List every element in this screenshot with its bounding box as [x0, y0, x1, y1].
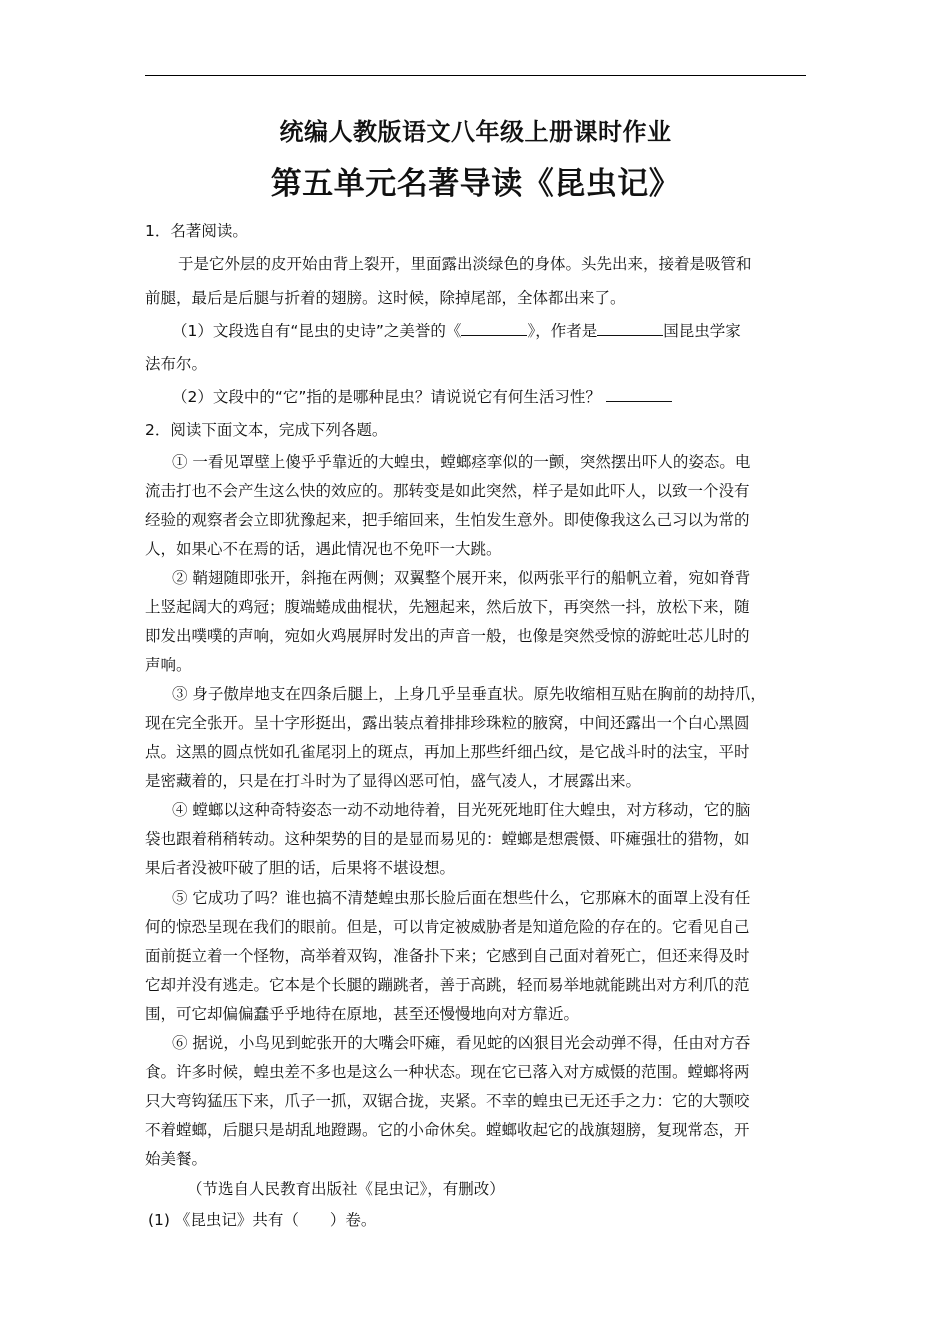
book-title-blank[interactable] — [461, 320, 527, 336]
paragraph-1-line: ① 一看见罩壁上傻乎乎靠近的大蝗虫，螳螂痉挛似的一颤，突然摆出吓人的姿态。电 — [172, 453, 751, 471]
paragraph-3-line: 点。这黑的圆点恍如孔雀尾羽上的斑点，再加上那些纤细凸纹，是它战斗时的法宝，平时 — [145, 743, 750, 761]
paragraph-1-line: 经验的观察者会立即犹豫起来，把手缩回来，生怕发生意外。即使像我这么己习以为常的 — [145, 511, 750, 529]
header-rule — [145, 75, 806, 76]
sub1-text-c: 国昆虫学家 — [663, 322, 741, 340]
document-subtitle: 统编人教版语文八年级上册课时作业 — [279, 118, 672, 146]
paragraph-5-line: 面前挺立着一个怪物，高举着双钩，准备扑下来；它感到自己面对着死亡，但还来得及时 — [145, 947, 750, 965]
paragraph-6-line: 食。许多时候，蝗虫差不多也是这么一种状态。现在它已落入对方威慑的范围。螳螂将两 — [145, 1063, 750, 1081]
question-2-heading: 2．阅读下面文本，完成下列各题。 — [145, 421, 388, 439]
question-1-sub1-cont: 法布尔。 — [145, 355, 208, 373]
paragraph-3-line: 现在完全张开。呈十字形挺出，露出装点着排排珍珠粒的腋窝，中间还露出一个白心黑圆 — [145, 714, 750, 732]
question-1-sub1 — [172, 319, 741, 341]
paragraph-4-line: ④ 螳螂以这种奇特姿态一动不动地待着，目光死死地盯住大蝗虫，对方移动，它的脑 — [172, 801, 751, 819]
question-2-sub1: (1) 《昆虫记》共有（ ）卷。 — [148, 1211, 377, 1229]
paragraph-2-line: 即发出噗噗的声响，宛如火鸡展屏时发出的声音一般，也像是突然受惊的游蛇吐芯儿时的 — [145, 627, 750, 645]
paragraph-1-line: 人，如果心不在焉的话，遇此情况也不免吓一大跳。 — [145, 540, 502, 558]
document-title: 第五单元名著导读《昆虫记》 — [270, 166, 681, 202]
paragraph-5-line: ⑤ 它成功了吗？谁也搞不清楚蝗虫那长脸后面在想些什么，它那麻木的面罩上没有任 — [172, 889, 751, 907]
paragraph-5-line: 它却并没有逃走。它本是个长腿的蹦跳者，善于高跳，轻而易举地就能跳出对方利爪的范 — [145, 976, 750, 994]
question-1-passage-line: 于是它外层的皮开始由背上裂开，里面露出淡绿色的身体。头先出来，接着是吸管和 — [178, 255, 752, 273]
paragraph-2-line: 声响。 — [145, 656, 192, 674]
paragraph-6-line: ⑥ 据说，小鸟见到蛇张开的大嘴会吓瘫，看见蛇的凶狠目光会动弹不得，任由对方吞 — [172, 1034, 751, 1052]
paragraph-6-line: 只大弯钩猛压下来，爪子一抓，双锯合拢，夹紧。不幸的蝗虫已无还手之力：它的大颚咬 — [145, 1092, 750, 1110]
paragraph-3-line: ③ 身子傲岸地支在四条后腿上，上身几乎呈垂直状。原先收缩相互贴在胸前的劫持爪， — [172, 685, 766, 703]
source-citation: （节选自人民教育出版社《昆虫记》，有删改） — [187, 1180, 505, 1198]
sub2-text: （2）文段中的“它”指的是哪种昆虫？请说说它有何生活习性？ — [172, 388, 601, 406]
paragraph-3-line: 是密藏着的，只是在打斗时为了显得凶恶可怕，盛气凌人，才展露出来。 — [145, 772, 642, 790]
sub1-text-b: 》，作者是 — [527, 322, 598, 340]
paragraph-2-line: ② 鞘翅随即张开，斜拖在两侧；双翼整个展开来，似两张平行的船帆立着，宛如脊背 — [172, 569, 751, 587]
country-blank[interactable] — [597, 320, 663, 336]
paragraph-2-line: 上竖起阔大的鸡冠；腹端蜷成曲棍状，先翘起来，然后放下，再突然一抖，放松下来，随 — [145, 598, 750, 616]
paragraph-4-line: 果后者没被吓破了胆的话，后果将不堪设想。 — [145, 859, 456, 877]
paragraph-1-line: 流击打也不会产生这么快的效应的。那转变是如此突然，样子是如此吓人，以致一个没有 — [145, 482, 750, 500]
paragraph-4-line: 袋也跟着稍稍转动。这种架势的目的是显而易见的：螳螂是想震慑、吓瘫强壮的猎物，如 — [145, 830, 750, 848]
question-1-heading: 1．名著阅读。 — [145, 222, 248, 240]
sub1-text-a: （1）文段选自有“昆虫的史诗”之美誉的《 — [172, 322, 462, 340]
insect-habit-blank[interactable] — [606, 386, 672, 402]
question-1-sub2 — [172, 385, 672, 407]
paragraph-5-line: 何的惊恐呈现在我们的眼前。但是，可以肯定被威胁者是知道危险的存在的。它看见自己 — [145, 918, 750, 936]
paragraph-6-line: 不着螳螂，后腿只是胡乱地蹬踢。它的小命休矣。螳螂收起它的战旗翅膀，复现常态，开 — [145, 1121, 750, 1139]
paragraph-5-line: 围，可它却偏偏蠢乎乎地待在原地，甚至还慢慢地向对方靠近。 — [145, 1005, 580, 1023]
paragraph-6-line: 始美餐。 — [145, 1150, 208, 1168]
question-1-passage-line: 前腿，最后是后腿与折着的翅膀。这时候，除掉尾部，全体都出来了。 — [145, 289, 626, 307]
